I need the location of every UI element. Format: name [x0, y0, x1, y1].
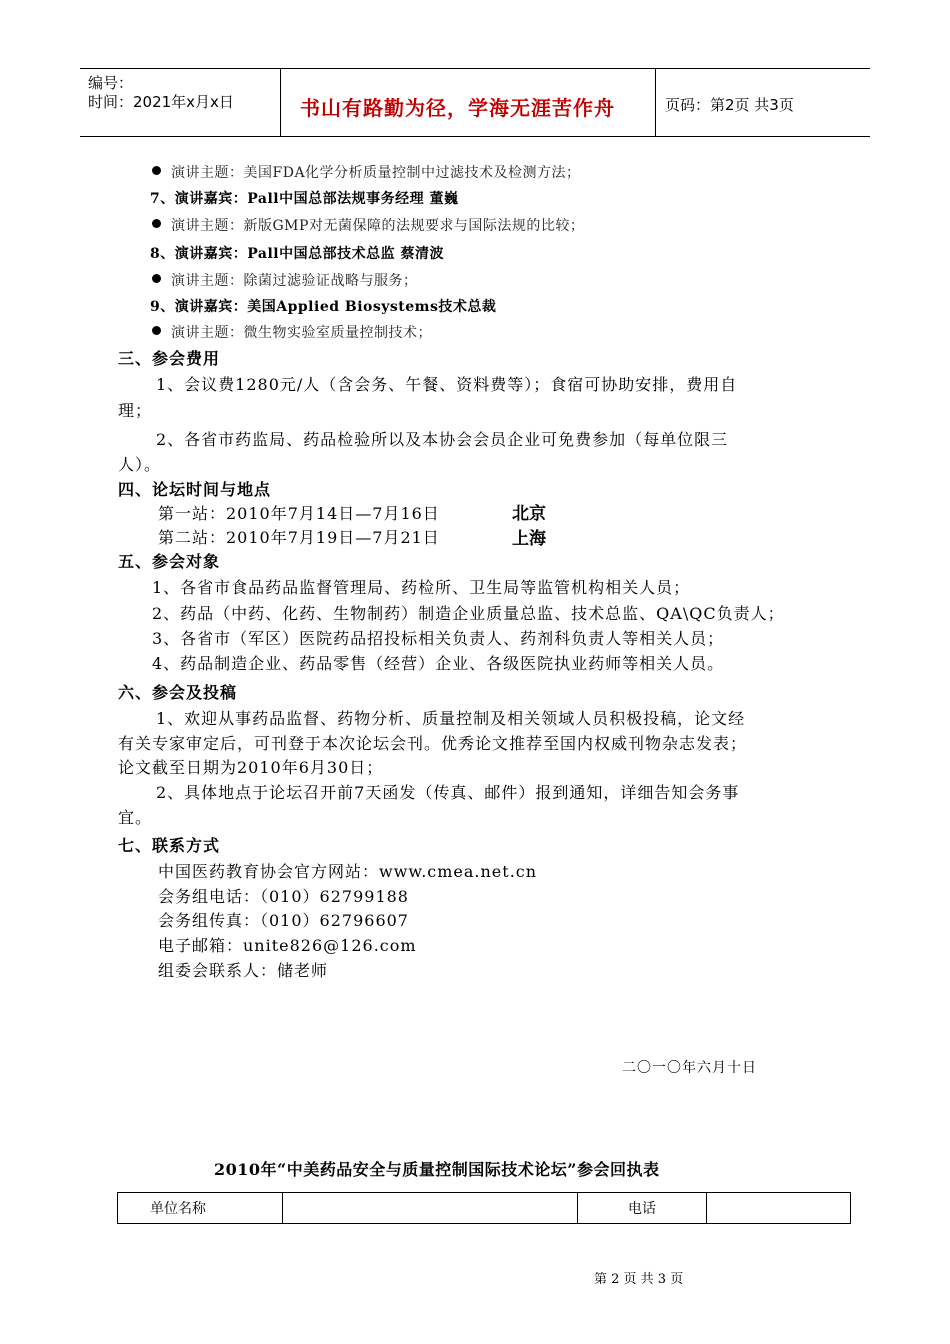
speaker-topic-6 [152, 162, 581, 182]
unit-name-field[interactable] [283, 1193, 578, 1224]
section-6-title: 六、参会及投稿 [118, 683, 238, 702]
section-4-title: 四、论坛时间与地点 [118, 480, 272, 499]
stop-2-date: 第二站：2010年7月19日—7月21日 [158, 528, 440, 547]
stop-1-date: 第一站：2010年7月14日—7月16日 [158, 504, 440, 523]
audience-item-4: 4、药品制造企业、药品零售（经营）企业、各级医院执业药师等相关人员。 [152, 654, 725, 673]
topic-text: 演讲主题：除菌过滤验证战略与服务； [171, 273, 418, 289]
header-number-label: 编号： [88, 74, 134, 92]
header-page-label: 页码：第2页 共3页 [665, 96, 794, 114]
section-5-title: 五、参会对象 [118, 552, 221, 571]
submission-paragraph-1-line-1: 1、欢迎从事药品监督、药物分析、质量控制及相关领域人员积极投稿，论文经 [156, 709, 746, 728]
fee-paragraph-1-line-2: 理； [118, 401, 153, 420]
header-divider-left [280, 68, 281, 136]
table-row [118, 1193, 851, 1224]
fee-paragraph-1-line-1: 1、会议费1280元/人（含会务、午餐、资料费等）；食宿可协助安排，费用自 [156, 375, 738, 394]
audience-item-1: 1、各省市食品药品监督管理局、药检所、卫生局等监管机构相关人员； [152, 578, 691, 597]
phone-label: 电话 [578, 1193, 707, 1224]
section-7-title: 七、联系方式 [118, 836, 221, 855]
bullet-dot-icon [152, 274, 161, 283]
speaker-topic-7 [152, 215, 584, 235]
submission-paragraph-2-line-1: 2、具体地点于论坛召开前7天函发（传真、邮件）报到通知，详细告知会务事 [156, 783, 740, 802]
topic-text: 演讲主题：微生物实验室质量控制技术； [171, 325, 432, 341]
bullet-dot-icon [152, 326, 161, 335]
header-bottom-rule [80, 136, 870, 137]
audience-item-3: 3、各省市（军区）医院药品招投标相关负责人、药剂科负责人等相关人员； [152, 629, 725, 648]
phone-field[interactable] [707, 1193, 851, 1224]
bullet-dot-icon [152, 219, 161, 228]
unit-name-label: 单位名称 [118, 1193, 283, 1224]
speaker-8: 8、演讲嘉宾：Pall中国总部技术总监 蔡清波 [150, 246, 444, 262]
topic-text: 演讲主题：美国FDA化学分析质量控制中过滤技术及检测方法； [171, 165, 581, 181]
audience-item-2: 2、药品（中药、化药、生物制药）制造企业质量总监、技术总监、QA\QC负责人； [152, 604, 785, 623]
reply-form-table [117, 1192, 851, 1224]
reply-form-title: 2010年“中美药品安全与质量控制国际技术论坛”参会回执表 [214, 1160, 660, 1179]
speaker-topic-9 [152, 322, 432, 342]
contact-fax: 会务组传真：（010）62796607 [158, 911, 409, 930]
header-motto: 书山有路勤为径，学海无涯苦作舟 [300, 96, 615, 120]
speaker-topic-8 [152, 270, 418, 290]
contact-person: 组委会联系人：储老师 [158, 961, 329, 980]
stop-1-city: 北京 [512, 504, 546, 524]
submission-paragraph-2-line-2: 宜。 [118, 808, 153, 827]
fee-paragraph-2-line-1: 2、各省市药监局、药品检验所以及本协会会员企业可免费参加（每单位限三 [156, 430, 729, 449]
submission-paragraph-1-line-2: 有关专家审定后，可刊登于本次论坛会刊。优秀论文推荐至国内权威刊物杂志发表； [118, 734, 748, 753]
submission-paragraph-1-line-3: 论文截至日期为2010年6月30日； [118, 758, 384, 777]
header-divider-right [655, 68, 656, 136]
header-time-label: 时间：2021年x月x日 [88, 93, 234, 111]
stop-2-city: 上海 [512, 529, 546, 549]
page-footer: 第 2 页 共 3 页 [594, 1272, 684, 1287]
header-top-rule [80, 68, 870, 69]
contact-email: 电子邮箱：unite826@126.com [158, 936, 417, 955]
topic-text: 演讲主题：新版GMP对无菌保障的法规要求与国际法规的比较； [171, 218, 585, 234]
contact-phone: 会务组电话：（010）62799188 [158, 887, 409, 906]
fee-paragraph-2-line-2: 人）。 [118, 455, 162, 474]
section-3-title: 三、参会费用 [118, 349, 221, 368]
document-date: 二〇一〇年六月十日 [622, 1060, 757, 1076]
bullet-dot-icon [152, 166, 161, 175]
speaker-9: 9、演讲嘉宾：美国Applied Biosystems技术总裁 [150, 299, 497, 315]
speaker-7: 7、演讲嘉宾：Pall中国总部法规事务经理 董巍 [150, 191, 459, 207]
contact-website: 中国医药教育协会官方网站：www.cmea.net.cn [158, 862, 538, 881]
